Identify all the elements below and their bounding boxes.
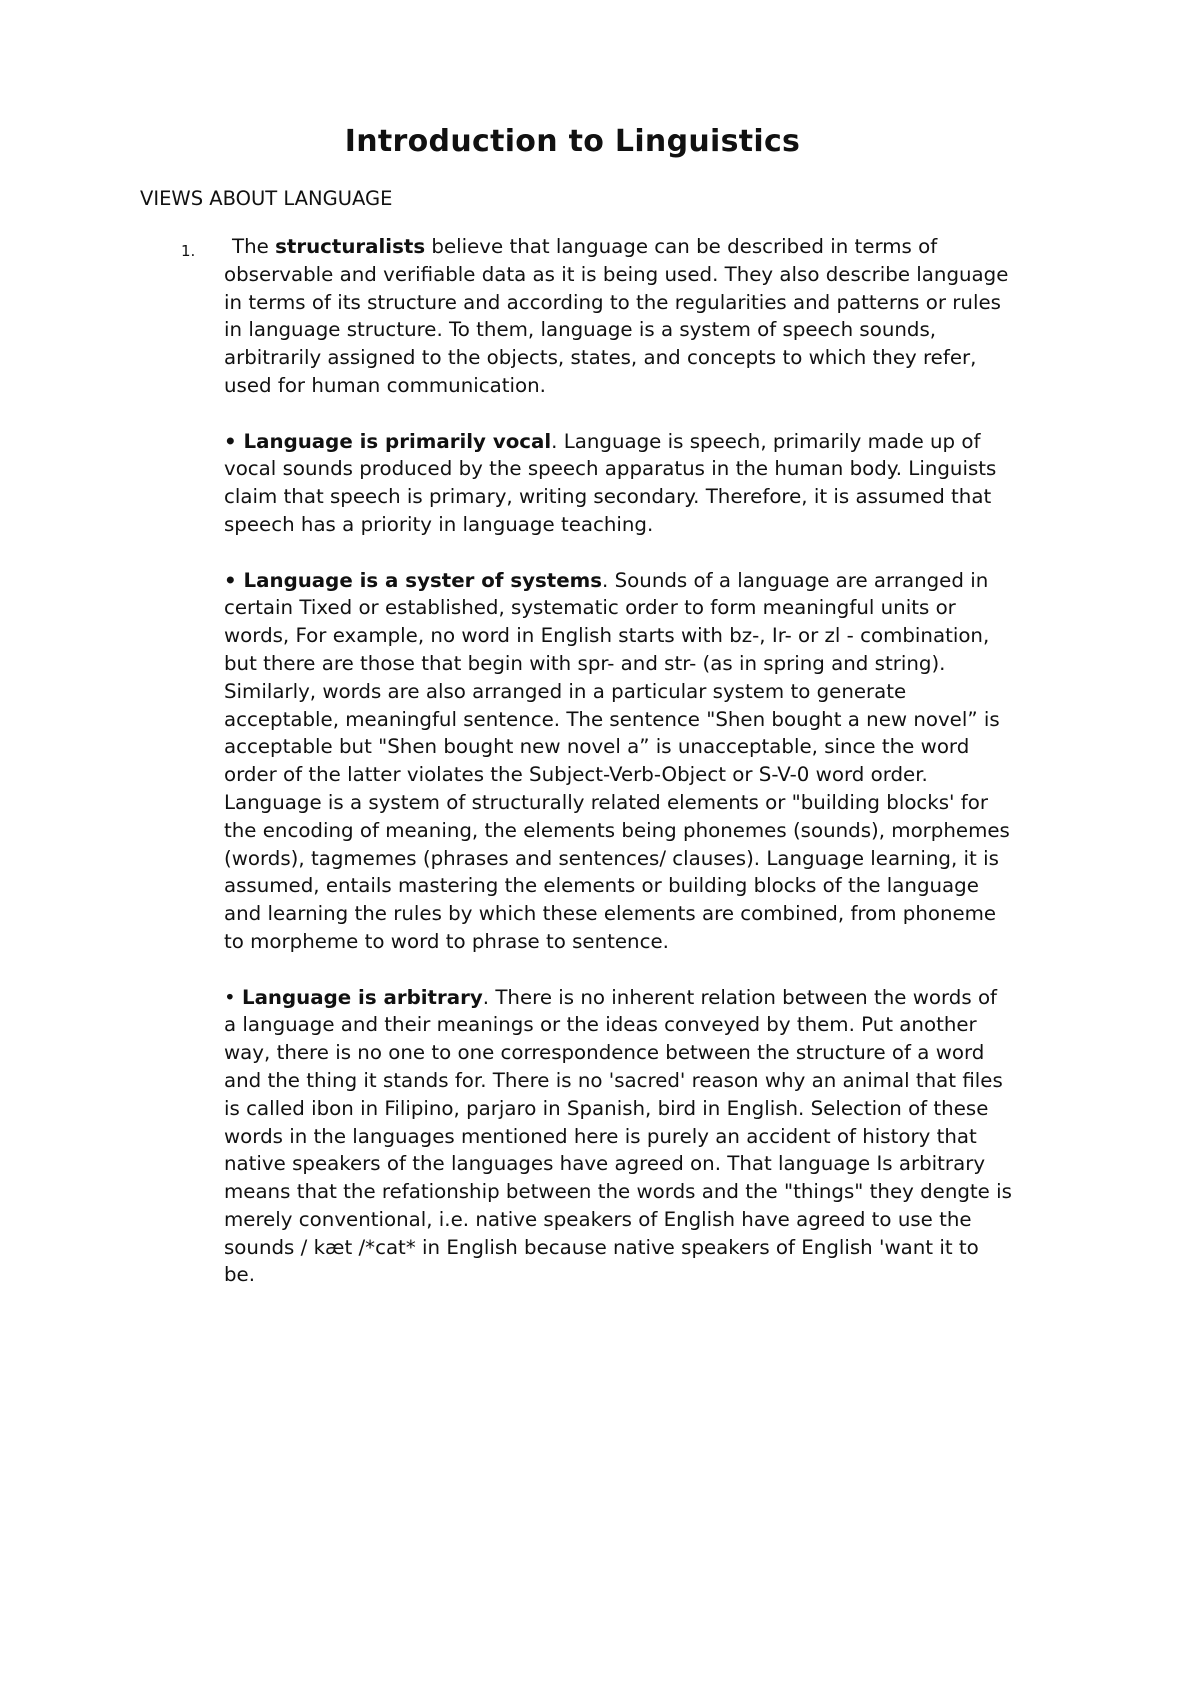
- list-item-content: [224, 233, 1014, 1317]
- point-heading: Language is primarily vocal: [243, 429, 552, 453]
- point-text: . There is no inherent relation between the words of a language and their meanings or the ideas conveyed by them. Put another way, there is no one to one correspondence between the structure of a word and the thing it stands for. There is no 'sacred' reason why an animal that files is called ibon in Filipino, parjaro in Spanish, bird in English. Selection of these words in the languages mentioned here is purely an accident of history that native speakers of the languages have agreed on. That language Is arbitrary means that the refationship between the words and the "things" they dengte is merely conventional, i.e. native speakers of English have agreed to use the sounds / kæt /*cat* in English because native speakers of English 'want it to be.: [224, 985, 1012, 1287]
- list-marker: 1.: [181, 242, 196, 260]
- point-heading: Language is a syster of systems: [243, 568, 603, 592]
- bullet-icon: •: [224, 568, 244, 592]
- intro-keyword: structuralists: [275, 235, 426, 258]
- point-text: . Language is speech, primarily made up of vocal sounds produced by the speech apparatus in the human body. Linguists claim that speech is primary, writing secondary. Therefore, it is assumed that speech has a priority in language teaching.: [224, 429, 997, 536]
- bullet-icon: •: [224, 985, 242, 1009]
- point-text: . Sounds of a language are arranged in certain Tixed or established, systematic order to form meaningful units or words, For example, no word in English starts with bz-, Ir- or zl - combination, but there are those that begin with spr- and str- (as in spring and string). Similarly, words are also arranged in a particular system to generate acceptable, meaningful sentence. The sentence "Shen bought a new novel” is acceptable but "Shen bought new novel a” is unacceptable, since the word order of the latter violates the Subject-Verb-Object or S-V-0 word order. Language is a system of structurally related elements or "building blocks' for the encoding of meaning, the elements being phonemes (sounds), morphemes (words), tagmemes (phrases and sentences/ clauses). Language learning, it is assumed, entails mastering the elements or building blocks of the language and learning the rules by which these elements are combined, from phoneme to morpheme to word to phrase to sentence.: [224, 568, 1010, 953]
- point-arbitrary: [224, 984, 1014, 1290]
- point-system-of-systems: [224, 567, 1014, 956]
- section-heading: VIEWS ABOUT LANGUAGE: [140, 187, 393, 210]
- intro-prefix: The: [232, 235, 276, 258]
- bullet-icon: •: [224, 429, 244, 453]
- point-heading: Language is arbitrary: [241, 985, 483, 1009]
- point-primarily-vocal: [224, 428, 1014, 539]
- intro-text: believe that language can be described in terms of observable and verifiable data as it is being used. They also describe language in terms of its structure and according to the regularities and patterns or rules in language structure. To them, language is a system of speech sounds, arbitrarily assigned to the objects, states, and concepts to which they refer, used for human communication.: [224, 235, 1009, 397]
- document-title: Introduction to Linguistics: [344, 124, 801, 159]
- intro-paragraph: [224, 233, 1014, 400]
